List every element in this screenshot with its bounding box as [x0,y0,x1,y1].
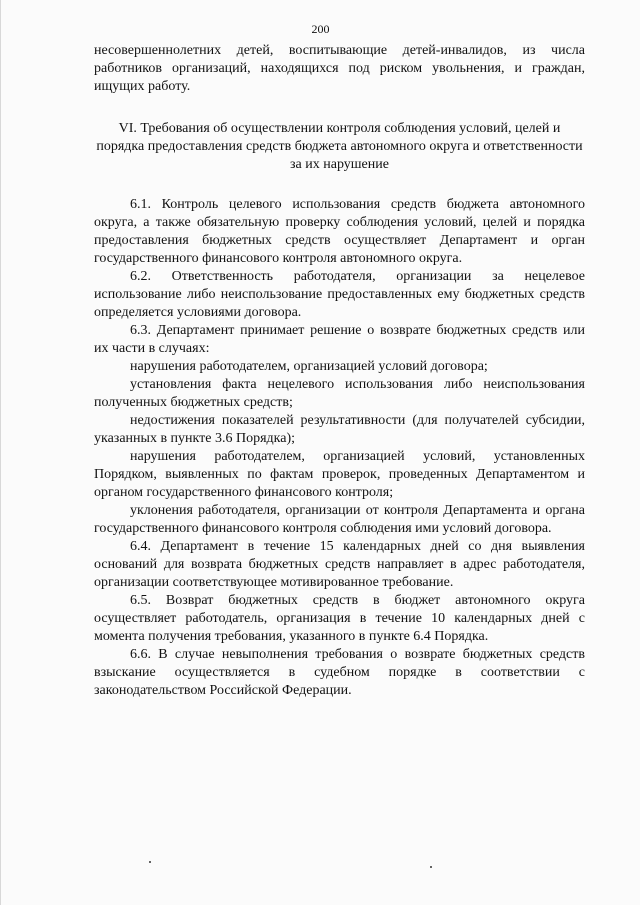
scan-dot [149,861,151,863]
paragraph-6-3: 6.3. Департамент принимает решение о возврате бюджетных средств или их части в случаях: [94,323,585,356]
scan-dot [430,866,432,868]
paragraph-6-6: 6.6. В случае невыполнения требования о возврате бюджетных средств взыскание осуществляется в судебном порядке в соответствии с законодательством Российской Федерации. [94,647,585,698]
paragraph-6-4: 6.4. Департамент в течение 15 календарных дней со дня выявления оснований для возврата бюджетных средств направляет в адрес работодателя, организации соответствующее мотивированное требование. [94,539,585,590]
list-item-evasion: уклонения работодателя, организации от контроля Департамента и органа государственного финансового контроля соблюдения ими условий договора. [94,503,585,536]
list-item-procedure-violation: нарушения работодателем, организацией условий, установленных Порядком, выявленных по фактам проверок, проведенных Департаментом и органом государственного финансового контроля; [94,449,585,500]
paragraph-6-2: 6.2. Ответственность работодателя, организации за нецелевое использование либо неиспользование предоставленных ему бюджетных средств определяется условиями договора. [94,269,585,320]
document-body [94,42,585,700]
paragraph-6-1: 6.1. Контроль целевого использования средств бюджета автономного округа, а также обязательную проверку соблюдения условий, целей и порядка предоставления бюджетных средств осуществляет Департамент и орган государственного финансового контроля автономного округа. [94,197,585,266]
intro-paragraph: несовершеннолетних детей, воспитывающие детей-инвалидов, из числа работников организаций, находящихся под риском увольнения, и граждан, ищущих работу. [94,43,585,94]
list-item-indicators: недостижения показателей результативности (для получателей субсидии, указанных в пункте 3.6 Порядка); [94,413,585,446]
paragraph-6-5: 6.5. Возврат бюджетных средств в бюджет автономного округа осуществляет работодатель, организация в течение 10 календарных дней с момента получения требования, указанного в пункте 6.4 Порядка. [94,593,585,644]
list-item-contract-violation: нарушения работодателем, организацией условий договора; [130,359,488,374]
page-number: 200 [311,22,330,36]
section-heading: VI. Требования об осуществлении контроля соблюдения условий, целей и порядка предоставления средств бюджета автономного округа и ответственности за их нарушение [96,121,583,172]
list-item-misuse: установления факта нецелевого использования либо неиспользования полученных бюджетных средств; [94,377,585,410]
